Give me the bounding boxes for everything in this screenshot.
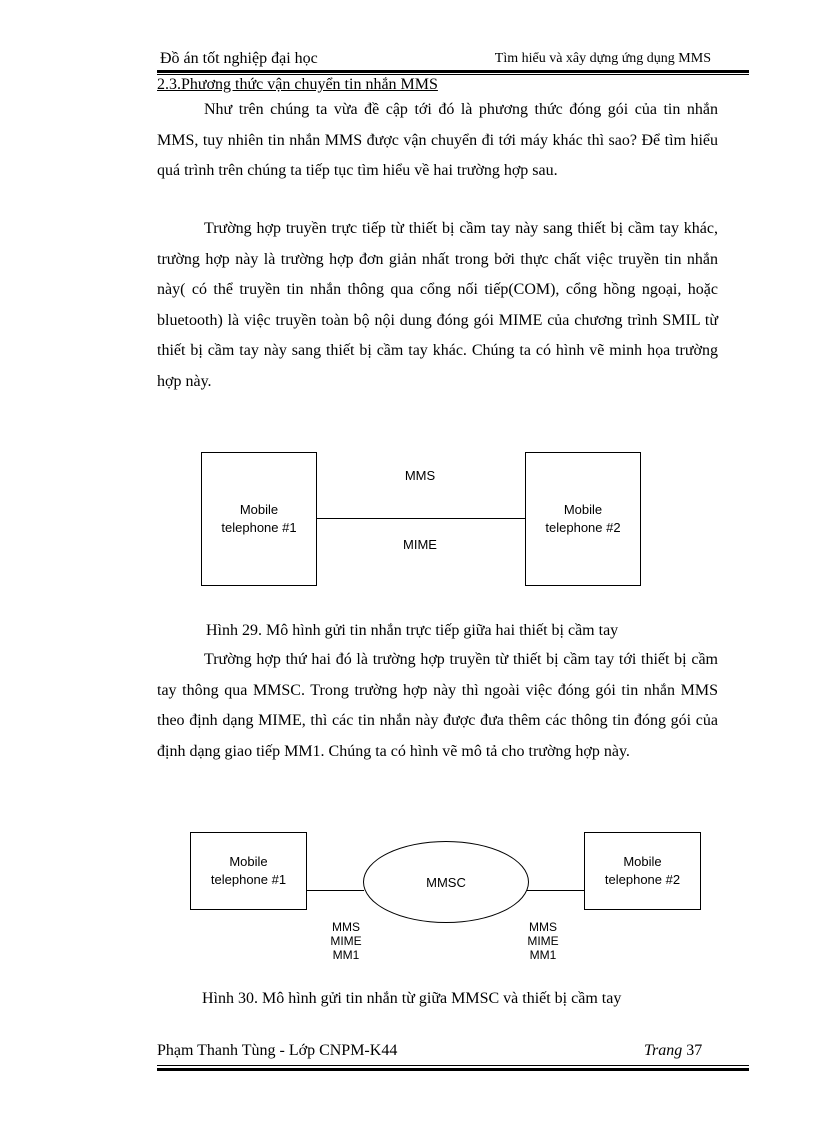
fig30-caption: Hình 30. Mô hình gửi tin nhắn từ giữa MMSC và thiết bị cầm tay	[202, 990, 622, 1007]
fig30-device-2-line1: Mobile	[623, 854, 662, 869]
paragraph-intro: Như trên chúng ta vừa đề cập tới đó là phương thức đóng gói của tin nhắn MMS, tuy nhiên tin nhắn MMS được vận chuyển đi tới máy khác thì sao? Để tìm hiểu quá trình trên chúng ta tiếp tục tìm hiểu về hai trường hợp sau.	[157, 101, 718, 179]
fig30-device-1-line2: telephone #1	[210, 872, 287, 887]
fig30-device-1-line1: Mobile	[229, 854, 268, 869]
fig30-line-left	[306, 890, 364, 891]
fig29-device-2-line2: telephone #2	[545, 520, 621, 535]
footer-page	[644, 1042, 702, 1060]
fig30-right-label-mms: MMS	[529, 920, 557, 934]
fig30-right-protocol-stack	[515, 920, 571, 962]
fig30-right-label-mm1: MM1	[529, 948, 557, 962]
fig30-left-label-mms: MMS	[332, 920, 360, 934]
header-left-title: Đồ án tốt nghiệp đại học	[160, 50, 318, 67]
fig29-device-2-line1: Mobile	[563, 502, 603, 517]
fig30-line-right	[527, 890, 584, 891]
fig30-mmsc-node	[363, 841, 529, 923]
fig30-left-label-mm1: MM1	[332, 948, 360, 962]
fig29-caption: Hình 29. Mô hình gửi tin nhắn trực tiếp giữa hai thiết bị cầm tay	[206, 622, 619, 639]
fig29-label-mime: MIME	[403, 537, 437, 552]
fig30-device-2-line2: telephone #2	[604, 872, 681, 887]
page-header	[157, 48, 749, 70]
fig29-connection-line	[316, 518, 525, 519]
fig29-label-mms: MMS	[404, 468, 436, 483]
header-right-title: Tìm hiểu và xây dựng ứng dụng MMS	[494, 51, 711, 66]
paragraph-mmsc-transfer: Trường hợp thứ hai đó là trường hợp truyền từ thiết bị cầm tay tới thiết bị cầm tay thông qua MMSC. Trong trường hợp này thì ngoài việc đóng gói tin nhắn MMS theo định dạng MIME, thì các tin nhắn này được đưa thêm các thông tin đóng gói của định dạng giao tiếp MM1. Chúng ta có hình vẽ mô tả cho trường hợp này.	[157, 651, 718, 760]
fig30-device-1	[190, 832, 307, 910]
header-rule-thin	[157, 74, 749, 75]
header-rule-thick	[157, 70, 749, 73]
fig30-device-2	[584, 832, 701, 910]
footer-author: Phạm Thanh Tùng - Lớp CNPM-K44	[157, 1042, 398, 1059]
fig30-mmsc-label: MMSC	[426, 874, 466, 890]
paragraph-direct-transfer: Trường hợp truyền trực tiếp từ thiết bị cầm tay này sang thiết bị cầm tay khác, trường hợp này là trường hợp đơn giản nhất trong bởi thực chất việc truyền tin nhắn này( có thể truyền tin nhắn thông qua cổng nối tiếp(COM), cổng hồng ngoại, hoặc bluetooth) là việc truyền toàn bộ nội dung đóng gói MIME của chương trình SMIL từ thiết bị cầm tay này sang thiết bị cầm tay khác. Chúng ta có hình vẽ minh họa trường hợp này.	[157, 220, 718, 390]
footer-rule-thin	[157, 1065, 749, 1066]
fig30-right-label-mime: MIME	[527, 934, 559, 948]
footer-page-number: 37	[686, 1042, 703, 1059]
section-heading: 2.3.Phương thức vận chuyển tin nhắn MMS	[157, 76, 438, 93]
fig29-device-1-line2: telephone #1	[221, 520, 297, 535]
fig29-device-1	[201, 452, 317, 586]
footer-rule-thick	[157, 1068, 749, 1071]
fig29-device-1-line1: Mobile	[239, 502, 279, 517]
footer-page-word: Trang	[644, 1042, 683, 1059]
fig29-device-2	[525, 452, 641, 586]
fig30-left-protocol-stack	[318, 920, 374, 962]
fig30-left-label-mime: MIME	[330, 934, 362, 948]
